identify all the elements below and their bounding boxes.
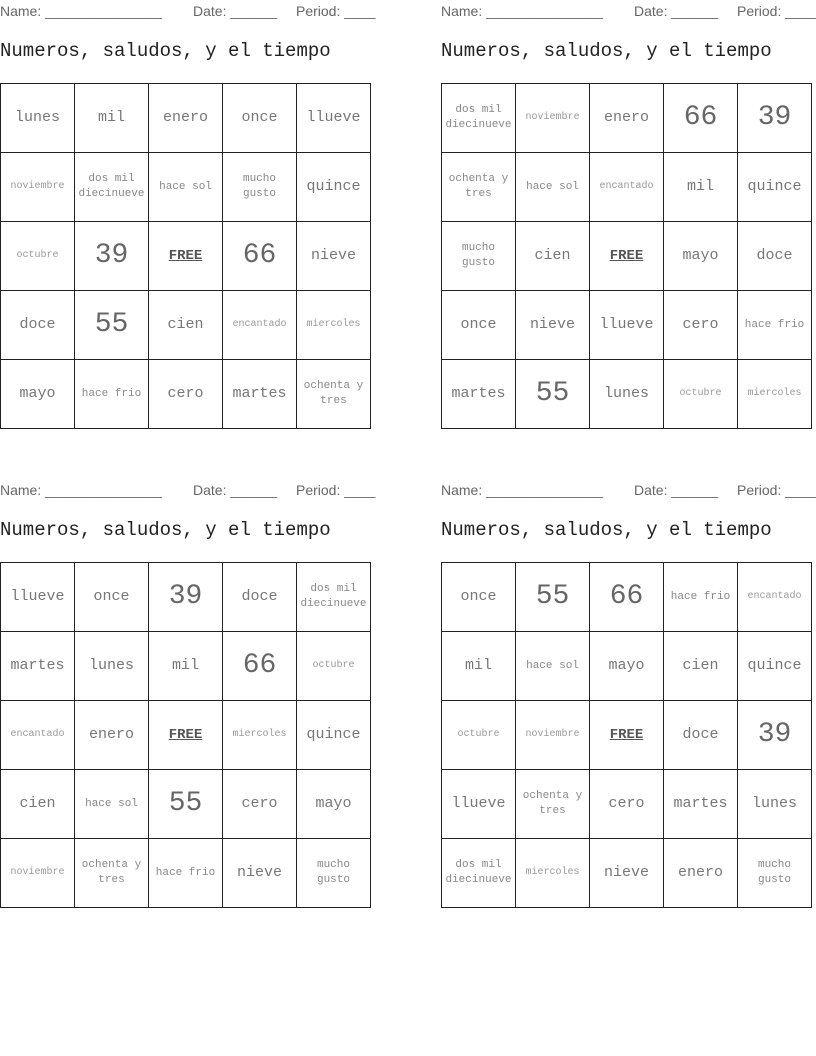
bingo-cell: mucho gusto bbox=[738, 839, 812, 908]
bingo-cell: once bbox=[75, 563, 149, 632]
bingo-cell: nieve bbox=[516, 291, 590, 360]
bingo-cell: mayo bbox=[590, 632, 664, 701]
free-space: FREE bbox=[590, 701, 664, 770]
bingo-cell: doce bbox=[1, 291, 75, 360]
bingo-cell: hace frio bbox=[75, 360, 149, 429]
date-label: Date: ______ bbox=[193, 482, 278, 498]
bingo-cell: cien bbox=[1, 770, 75, 839]
bingo-cell: cien bbox=[516, 222, 590, 291]
bingo-cell: miercoles bbox=[223, 701, 297, 770]
bingo-cell: 66 bbox=[223, 222, 297, 291]
free-space: FREE bbox=[590, 222, 664, 291]
bingo-card-2 bbox=[441, 0, 816, 410]
bingo-cell: cero bbox=[223, 770, 297, 839]
bingo-cell: octubre bbox=[1, 222, 75, 291]
card-title: Numeros, saludos, y el tiempo bbox=[0, 40, 331, 62]
bingo-cell: lunes bbox=[738, 770, 812, 839]
name-label: Name: _______________ bbox=[441, 482, 603, 498]
card-header bbox=[441, 479, 816, 501]
bingo-cell: once bbox=[442, 563, 516, 632]
bingo-cell: nieve bbox=[590, 839, 664, 908]
bingo-cell: hace sol bbox=[149, 153, 223, 222]
bingo-cell: mayo bbox=[1, 360, 75, 429]
bingo-cell: 39 bbox=[75, 222, 149, 291]
bingo-cell: cien bbox=[149, 291, 223, 360]
bingo-cell: ochenta y tres bbox=[516, 770, 590, 839]
bingo-cell: enero bbox=[149, 84, 223, 153]
date-label: Date: ______ bbox=[193, 3, 278, 19]
bingo-cell: hace sol bbox=[516, 632, 590, 701]
bingo-cell: miercoles bbox=[297, 291, 371, 360]
free-space: FREE bbox=[149, 701, 223, 770]
bingo-cell: noviembre bbox=[516, 84, 590, 153]
period-label: Period: ____ bbox=[296, 3, 376, 19]
bingo-cell: cien bbox=[664, 632, 738, 701]
bingo-cell: martes bbox=[223, 360, 297, 429]
bingo-cell: nieve bbox=[297, 222, 371, 291]
bingo-cell: mil bbox=[442, 632, 516, 701]
name-label: Name: _______________ bbox=[0, 482, 162, 498]
date-label: Date: ______ bbox=[634, 3, 719, 19]
bingo-cell: mayo bbox=[664, 222, 738, 291]
bingo-grid bbox=[441, 562, 812, 908]
bingo-cell: hace sol bbox=[516, 153, 590, 222]
bingo-grid bbox=[441, 83, 812, 429]
bingo-cell: cero bbox=[590, 770, 664, 839]
bingo-cell: llueve bbox=[590, 291, 664, 360]
bingo-cell: dos mil diecinueve bbox=[442, 839, 516, 908]
card-title: Numeros, saludos, y el tiempo bbox=[441, 519, 772, 541]
bingo-cell: enero bbox=[664, 839, 738, 908]
bingo-cell: encantado bbox=[223, 291, 297, 360]
bingo-cell: quince bbox=[738, 153, 812, 222]
bingo-cell: hace frio bbox=[738, 291, 812, 360]
bingo-cell: 39 bbox=[738, 701, 812, 770]
bingo-cell: mucho gusto bbox=[297, 839, 371, 908]
bingo-cell: mucho gusto bbox=[223, 153, 297, 222]
bingo-cell: mucho gusto bbox=[442, 222, 516, 291]
bingo-cell: martes bbox=[1, 632, 75, 701]
bingo-cell: noviembre bbox=[1, 839, 75, 908]
bingo-cell: 66 bbox=[223, 632, 297, 701]
bingo-cell: quince bbox=[738, 632, 812, 701]
bingo-cell: 55 bbox=[75, 291, 149, 360]
bingo-cell: octubre bbox=[664, 360, 738, 429]
bingo-cell: quince bbox=[297, 153, 371, 222]
bingo-cell: llueve bbox=[297, 84, 371, 153]
bingo-cell: octubre bbox=[442, 701, 516, 770]
period-label: Period: ____ bbox=[737, 482, 816, 498]
bingo-cell: lunes bbox=[1, 84, 75, 153]
bingo-cell: llueve bbox=[1, 563, 75, 632]
bingo-cell: dos mil diecinueve bbox=[297, 563, 371, 632]
bingo-cell: hace frio bbox=[664, 563, 738, 632]
bingo-cell: 66 bbox=[664, 84, 738, 153]
bingo-cell: lunes bbox=[75, 632, 149, 701]
bingo-cell: enero bbox=[590, 84, 664, 153]
bingo-grid bbox=[0, 562, 371, 908]
bingo-cell: noviembre bbox=[1, 153, 75, 222]
bingo-cell: nieve bbox=[223, 839, 297, 908]
bingo-cell: mil bbox=[664, 153, 738, 222]
card-header bbox=[441, 0, 816, 22]
bingo-cell: doce bbox=[664, 701, 738, 770]
bingo-cell: llueve bbox=[442, 770, 516, 839]
bingo-cell: ochenta y tres bbox=[442, 153, 516, 222]
bingo-cell: mayo bbox=[297, 770, 371, 839]
bingo-cell: ochenta y tres bbox=[297, 360, 371, 429]
bingo-cell: encantado bbox=[590, 153, 664, 222]
bingo-cell: encantado bbox=[738, 563, 812, 632]
bingo-cell: dos mil diecinueve bbox=[75, 153, 149, 222]
bingo-cell: doce bbox=[223, 563, 297, 632]
bingo-cell: hace frio bbox=[149, 839, 223, 908]
bingo-cell: hace sol bbox=[75, 770, 149, 839]
bingo-cell: miercoles bbox=[516, 839, 590, 908]
bingo-cell: mil bbox=[149, 632, 223, 701]
bingo-cell: dos mil diecinueve bbox=[442, 84, 516, 153]
period-label: Period: ____ bbox=[737, 3, 816, 19]
period-label: Period: ____ bbox=[296, 482, 376, 498]
bingo-cell: once bbox=[223, 84, 297, 153]
date-label: Date: ______ bbox=[634, 482, 719, 498]
bingo-cell: lunes bbox=[590, 360, 664, 429]
bingo-cell: doce bbox=[738, 222, 812, 291]
bingo-cell: 55 bbox=[516, 563, 590, 632]
bingo-cell: miercoles bbox=[738, 360, 812, 429]
bingo-cell: 55 bbox=[516, 360, 590, 429]
bingo-cell: noviembre bbox=[516, 701, 590, 770]
bingo-grid bbox=[0, 83, 371, 429]
bingo-cell: 39 bbox=[738, 84, 812, 153]
bingo-cell: cero bbox=[149, 360, 223, 429]
bingo-cell: enero bbox=[75, 701, 149, 770]
free-space: FREE bbox=[149, 222, 223, 291]
card-title: Numeros, saludos, y el tiempo bbox=[441, 40, 772, 62]
bingo-cell: martes bbox=[664, 770, 738, 839]
card-header bbox=[0, 0, 375, 22]
bingo-card-1 bbox=[0, 0, 376, 407]
card-header bbox=[0, 479, 375, 501]
bingo-cell: 39 bbox=[149, 563, 223, 632]
bingo-card-4 bbox=[441, 479, 816, 886]
card-title: Numeros, saludos, y el tiempo bbox=[0, 519, 331, 541]
bingo-cell: octubre bbox=[297, 632, 371, 701]
bingo-cell: mil bbox=[75, 84, 149, 153]
bingo-cell: cero bbox=[664, 291, 738, 360]
bingo-cell: 66 bbox=[590, 563, 664, 632]
bingo-cell: ochenta y tres bbox=[75, 839, 149, 908]
bingo-cell: once bbox=[442, 291, 516, 360]
bingo-cell: encantado bbox=[1, 701, 75, 770]
bingo-card-3 bbox=[0, 479, 376, 886]
name-label: Name: _______________ bbox=[0, 3, 162, 19]
bingo-cell: 55 bbox=[149, 770, 223, 839]
bingo-cell: martes bbox=[442, 360, 516, 429]
bingo-cell: quince bbox=[297, 701, 371, 770]
name-label: Name: _______________ bbox=[441, 3, 603, 19]
